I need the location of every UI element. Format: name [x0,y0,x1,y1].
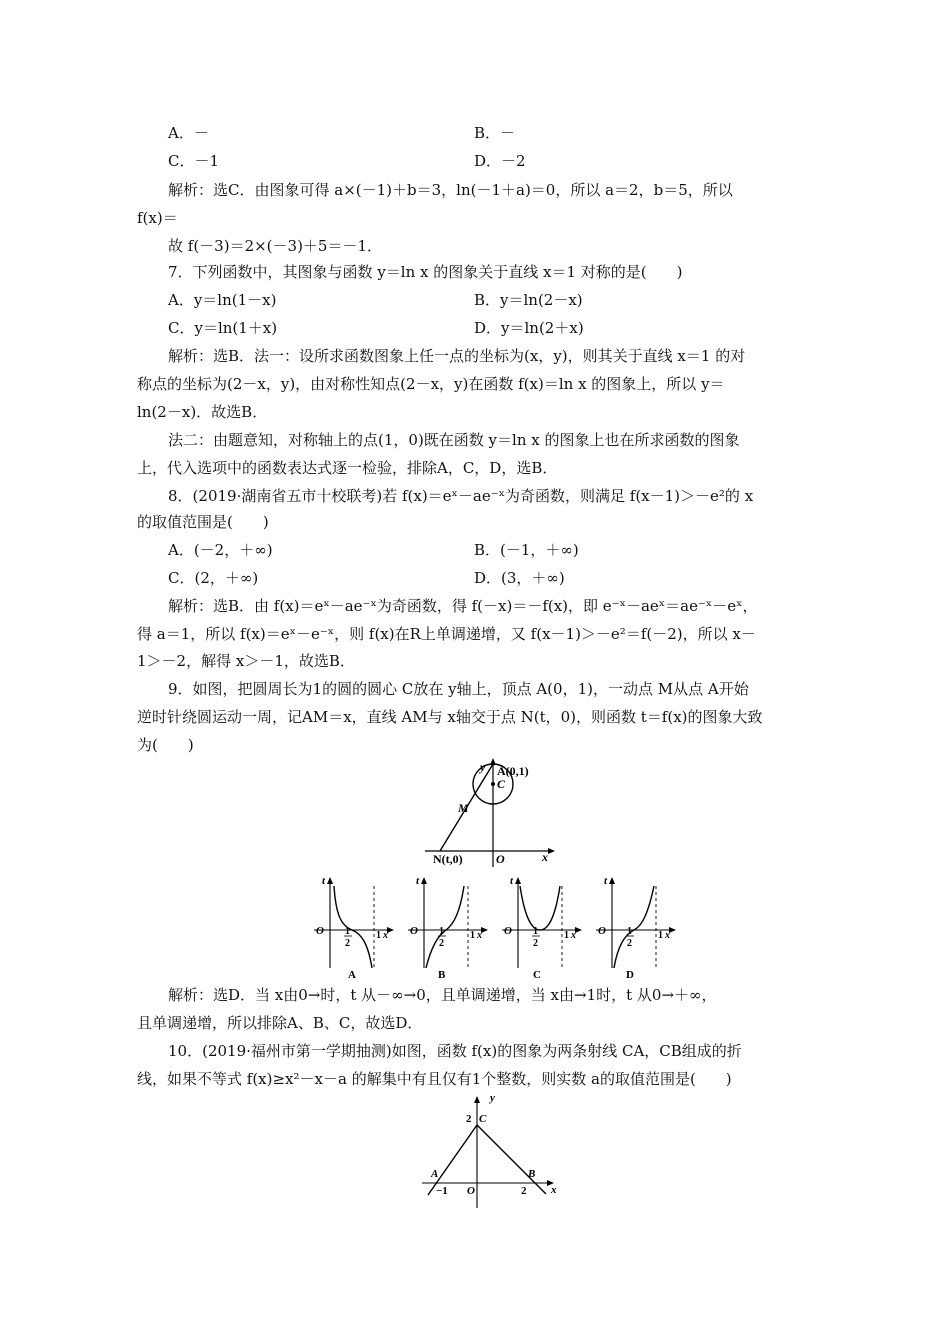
q9-graph-c-letter: C [533,969,541,981]
q9-graph-c-half-num: 1 [533,926,538,937]
q10-figure [420,1092,570,1212]
q7-solution-line: 上，代入选项中的函数表达式逐一检验，排除A，C，D，选B． [137,459,558,477]
q8-option-c: C．(2，＋∞) [168,569,259,587]
q9-graph-d-half-den: 2 [627,938,632,949]
q10-stem: 10．(2019·福州市第一学期抽测)如图，函数 f(x)的图象为两条射线 CA，CB组成的折 [168,1042,742,1060]
q7-option-b: B．y＝ln(2－x) [474,291,583,309]
q9-point-c-label: C [497,777,506,791]
q6-solution-line: 故 f(－3)＝2×(－3)＋5＝－1． [168,237,383,255]
q9-y-label: y [480,760,486,774]
q9-origin-label: O [496,852,505,866]
q9-graph-d-half-num: 1 [627,926,632,937]
q9-graph-d-one: 1 [658,930,663,941]
q10-x-label: x [551,1184,557,1196]
q9-graph-b-origin: O [410,925,418,937]
q8-solution-line: 1＞－2，解得 x＞－1，故选B． [137,652,355,670]
q9-stem: 逆时针绕圆运动一周，记AM＝x，直线 AM与 x轴交于点 N(t，0)，则函数 t＝f(x)的图象大致 [137,708,763,726]
q9-graph-a-t-label: t [322,875,326,887]
q7-stem: 7．下列函数中，其图象与函数 y＝ln x 的图象关于直线 x＝1 对称的是( ) [168,263,683,281]
q10-tick-two-y: 2 [466,1113,472,1125]
q10-tick-two-x: 2 [521,1185,527,1197]
q9-graph-a-letter: A [348,969,356,981]
q9-graph-c-origin: O [504,925,512,937]
q8-option-d: D．(3，＋∞) [474,569,565,587]
q9-graph-c-half-den: 2 [533,938,538,949]
q10-y-label: y [490,1092,495,1104]
q7-solution-line: ln(2－x)．故选B． [137,403,268,421]
q9-graph-a-half-den: 2 [345,938,350,949]
q9-graph-c-t-label: t [510,875,514,887]
q6-option-c: C．－1 [168,152,220,170]
q6-option-a: A．－ [168,124,209,142]
q9-graph-a-x-label: x [383,930,388,941]
q9-graph-a [314,875,394,981]
q9-solution-line: 解析：选D．当 x由0→时，t 从－∞→0，且单调递增，当 x由→1时，t 从0→＋∞， [168,986,717,1004]
q7-solution-line: 法二：由题意知，对称轴上的点(1，0)既在函数 y＝ln x 的图象上也在所求函数的图象 [168,431,740,449]
q9-option-graphs [308,872,688,982]
q9-graph-d-origin: O [598,925,606,937]
q9-graph-d [596,875,676,981]
q10-point-b-label: B [528,1168,536,1180]
q6-solution-line: 解析：选C．由图象可得 a×(－1)＋b＝3，ln(－1＋a)＝0，所以 a＝2，b＝5，所以 [168,181,733,199]
q9-graph-b-x-label: x [477,930,482,941]
q8-option-b: B．(－1，＋∞) [474,541,579,559]
q9-graph-b-t-label: t [416,875,420,887]
q9-graph-a-half-num: 1 [345,926,350,937]
q9-stem: 为( ) [137,736,194,754]
q8-option-a: A．(－2，＋∞) [168,541,273,559]
q8-solution-line: 得 a＝1，所以 f(x)＝eˣ－e⁻ˣ，则 f(x)在R上单调递增，又 f(x－1)＞－e²＝f(－2)，所以 x－ [137,625,756,643]
q10-point-c-label: C [479,1113,487,1125]
q10-point-a-label: A [431,1168,439,1180]
q9-x-label: x [542,850,548,864]
q9-graph-d-t-label: t [604,875,608,887]
q10-stem: 线，如果不等式 f(x)≥x²－x－a 的解集中有且仅有1个整数，则实数 a的取值范围是( ) [137,1070,732,1088]
q6-solution-line: f(x)＝ [137,209,178,227]
q10-tick-neg-one: −1 [436,1185,448,1197]
q9-graph-c-one: 1 [564,930,569,941]
q7-option-d: D．y＝ln(2＋x) [474,319,584,337]
q7-option-c: C．y＝ln(1＋x) [168,319,278,337]
q9-graph-d-x-label: x [665,930,670,941]
q9-graph-a-one: 1 [376,930,381,941]
q9-solution-line: 且单调递增，所以排除A、B、C，故选D． [137,1014,423,1032]
q9-point-m-label: M [458,801,469,815]
q8-stem: 的取值范围是( ) [137,513,269,531]
q9-point-n-label: N(t,0) [433,852,463,866]
q9-graph-b-half-num: 1 [439,926,444,937]
q9-graph-c [502,875,582,981]
q9-graph-c-x-label: x [571,930,576,941]
q9-graph-b-letter: B [438,969,446,981]
q9-graph-a-origin: O [316,925,324,937]
q9-graph-b [408,875,488,981]
q9-graph-d-letter: D [626,969,634,981]
q9-stem: 9．如图，把圆周长为1的圆的圆心 C放在 y轴上，顶点 A(0，1)，一动点 M从点 A开始 [168,680,749,698]
q9-point-a-label: A(0,1) [497,764,529,778]
q10-origin-label: O [467,1185,475,1197]
q7-option-a: A．y＝ln(1－x) [168,291,277,309]
q7-solution-line: 解析：选B．法一：设所求函数图象上任一点的坐标为(x，y)，则其关于直线 x＝1 的对 [168,347,746,365]
q7-solution-line: 称点的坐标为(2－x，y)，由对称性知点(2－x，y)在函数 f(x)＝ln x 的图象上，所以 y＝ [137,375,725,393]
q9-graph-b-one: 1 [470,930,475,941]
q8-stem: 8．(2019·湖南省五市十校联考)若 f(x)＝eˣ－ae⁻ˣ为奇函数，则满足 f(x－1)＞－e²的 x [168,487,754,505]
q6-option-b: B．－ [474,124,516,142]
q8-solution-line: 解析：选B．由 f(x)＝eˣ－ae⁻ˣ为奇函数，得 f(－x)＝－f(x)，即 e⁻ˣ－aeˣ＝ae⁻ˣ－eˣ， [168,597,758,615]
q9-figure [425,755,565,870]
q6-option-d: D．－2 [474,152,526,170]
q9-graph-b-half-den: 2 [439,938,444,949]
